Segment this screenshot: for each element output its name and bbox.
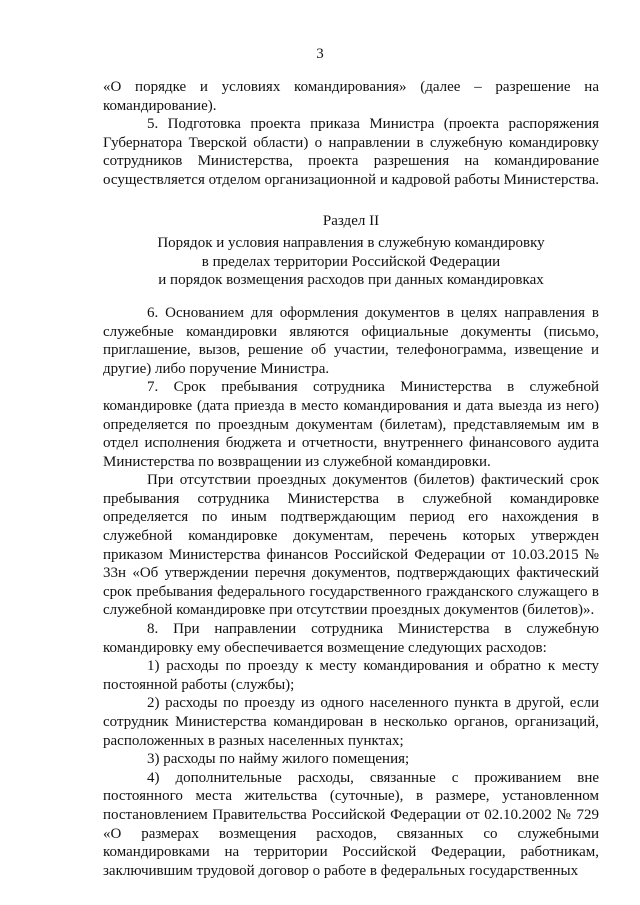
section-title-line-1: Порядок и условия направления в служебную командировку (157, 235, 545, 252)
paragraph-7: 7. Срок пребывания сотрудника Министерства в служебной командировке (дата приезда в место командирования и дата выезда из него) определяется по проездным документам (билетам), представляемым им в отдел исполнения бюджета и отчетности, внутреннего финансового аудита Министерства по возвращении из служебной командировки. (103, 379, 599, 470)
document-body (103, 78, 599, 880)
list-item-4: 4) дополнительные расходы, связанные с проживанием вне постоянного места жительства (суточные), в размере, установленном постановлением Правительства Российской Федерации от 02.10.2002 № 729 «О размерах возмещения расходов, связанных со служебными командировками на территории Российской Федерации, работникам, заключившим трудовой договор о работе в федеральных государственных (103, 769, 599, 879)
paragraph-cont: «О порядке и условиях командирования» (далее – разрешение на командирование). (103, 79, 599, 114)
list-item-1: 1) расходы по проезду к месту командирования и обратно к месту постоянной работы (службы); (103, 658, 599, 693)
list-item-3: 3) расходы по найму жилого помещения; (147, 751, 410, 768)
section-title-line-2: в пределах территории Российской Федерации (201, 253, 501, 270)
paragraph-5: 5. Подготовка проекта приказа Министра (проекта распоряжения Губернатора Тверской области) о направлении в служебную командировку сотрудников Министерства, проекта разрешения на командирование осуществляется отделом организационной и кадровой работы Министерства. (103, 116, 599, 188)
page-number: 3 (316, 46, 324, 62)
paragraph-6: 6. Основанием для оформления документов в целях направления в служебные командировки являются официальные документы (письмо, приглашение, вызов, решение об участии, телефонограмма, извещение и другие) либо поручение Министра. (103, 304, 599, 377)
section-title-line-3: и порядок возмещения расходов при данных командировках (158, 272, 544, 289)
section-label: Раздел II (322, 212, 380, 229)
paragraph-7-cont: При отсутствии проездных документов (билетов) фактический срок пребывания сотрудника Министерства в служебной командировке определяется по иным подтверждающим период его нахождения в служебной командировке документам, перечень которых утвержден приказом Министерства финансов Российской Федерации от 10.03.2015 № 33н «Об утверждении перечня документов, подтверждающих фактический срок пребывания федерального государственного гражданского служащего в служебной командировке при отсутствии проездных документов (билетов)». (103, 472, 599, 619)
list-item-2: 2) расходы по проезду из одного населенного пункта в другой, если сотрудник Министерства командирован в несколько органов, организаций, расположенных в разных населенных пунктах; (103, 695, 599, 749)
section-heading (103, 212, 599, 290)
paragraph-8: 8. При направлении сотрудника Министерства в служебную командировку ему обеспечивается возмещение следующих расходов: (103, 621, 599, 656)
